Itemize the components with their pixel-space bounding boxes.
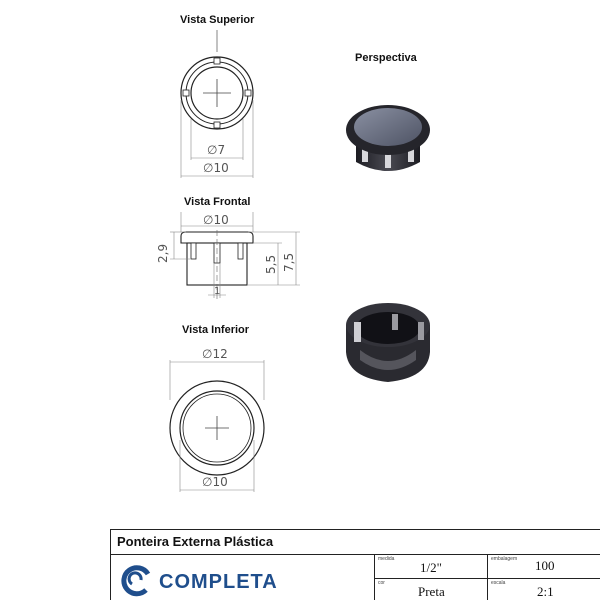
title-block-left-border xyxy=(110,529,111,600)
dim-front-rib: 1 xyxy=(214,286,221,297)
bottom-view-title: Vista Inferior xyxy=(182,324,250,336)
title-block-column-divider xyxy=(374,554,375,600)
title-block-row-divider xyxy=(110,554,600,555)
top-view xyxy=(181,30,253,178)
dim-bottom-outer: ∅12 xyxy=(202,347,228,361)
dim-front-body: 5,5 xyxy=(264,254,278,274)
perspective-top-render xyxy=(346,105,430,171)
front-rib xyxy=(238,243,243,259)
perspective-title: Perspectiva xyxy=(355,52,417,64)
cap-cavity xyxy=(356,312,420,344)
bottom-view xyxy=(170,347,264,492)
rib-highlight xyxy=(392,314,398,330)
dim-front-total: 7,5 xyxy=(282,252,296,272)
front-view xyxy=(156,212,300,300)
dim-top-outer: ∅10 xyxy=(203,161,229,175)
rib-mark xyxy=(183,90,189,96)
embalagem-label: embalagem xyxy=(491,556,518,562)
rib-highlight xyxy=(354,322,361,342)
front-view-title: Vista Frontal xyxy=(184,196,251,208)
title-block-column-divider xyxy=(487,554,488,600)
rib-mark xyxy=(214,58,220,64)
rib-highlight xyxy=(418,322,424,340)
dim-front-cap: 2,9 xyxy=(156,243,170,263)
top-view-title: Vista Superior xyxy=(180,14,255,26)
brand-name: COMPLETA xyxy=(159,571,278,593)
escala-value: 2:1 xyxy=(537,584,554,599)
completa-logo-icon xyxy=(124,568,148,594)
escala-label: escala xyxy=(491,580,506,586)
cap-top-face xyxy=(354,108,422,146)
medida-value: 1/2" xyxy=(420,560,442,575)
cor-label: cor xyxy=(378,580,385,586)
dim-front-width: ∅10 xyxy=(203,213,229,227)
front-rib xyxy=(191,243,196,259)
title-block-row-divider xyxy=(374,578,600,579)
medida-label: medida xyxy=(378,556,395,562)
title-block-top-border xyxy=(110,529,600,530)
dim-bottom-inner: ∅10 xyxy=(202,475,228,489)
cor-value: Preta xyxy=(418,584,445,599)
perspective-bottom-render xyxy=(346,303,430,382)
embalagem-value: 100 xyxy=(535,558,555,573)
dim-top-inner: ∅7 xyxy=(207,143,226,157)
product-name: Ponteira Externa Plástica xyxy=(117,534,274,549)
rib-mark xyxy=(214,122,220,128)
rib-mark xyxy=(245,90,251,96)
